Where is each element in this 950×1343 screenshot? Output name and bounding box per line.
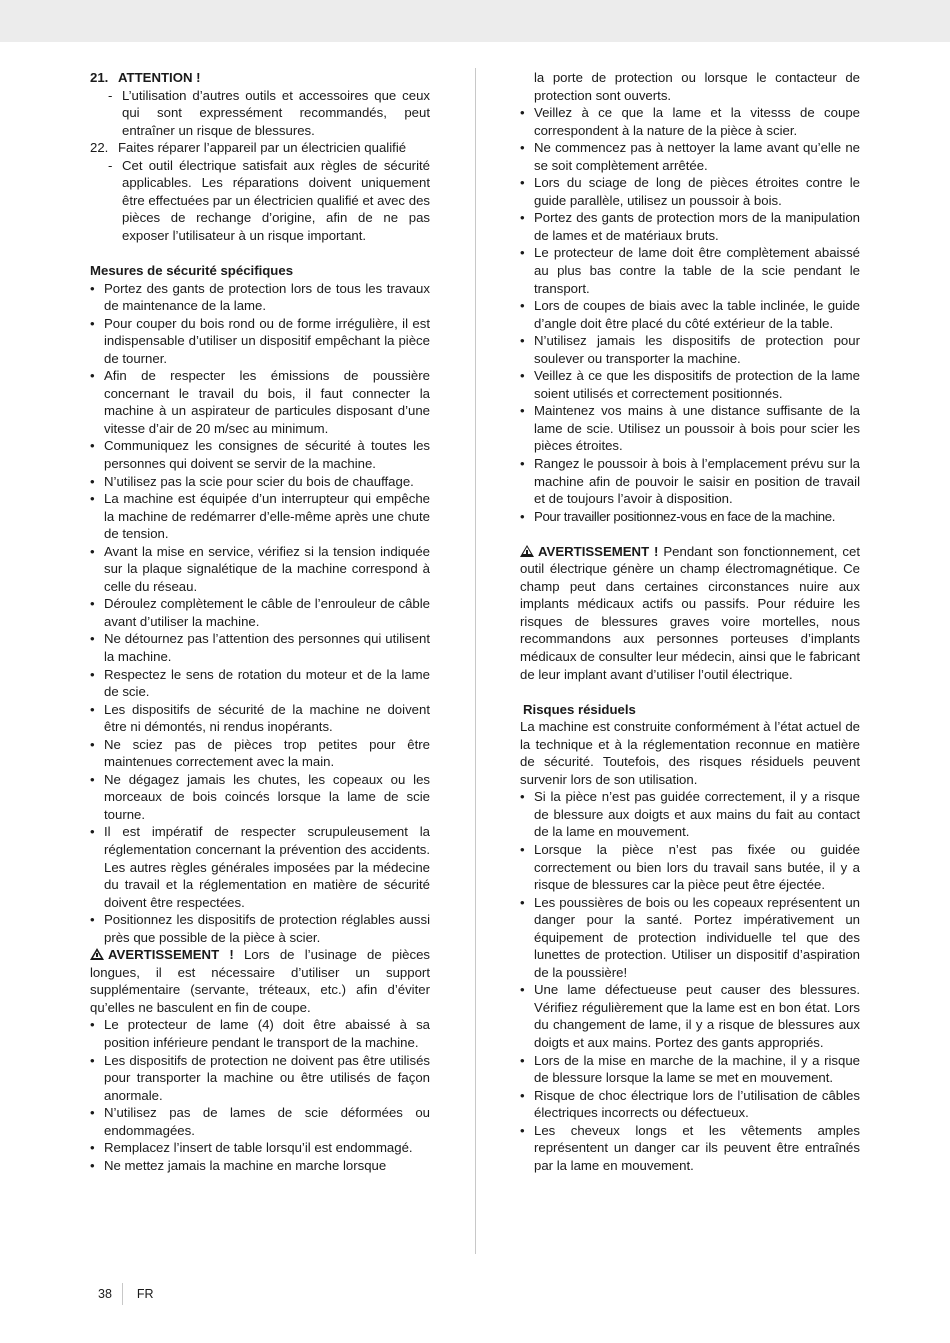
bullet-list [90,280,430,947]
left-column [90,69,430,1174]
top-band [0,0,950,42]
warning-triangle-icon [520,545,534,557]
bullet-list [520,788,860,1174]
section-heading-residual-risks: Risques résiduels [523,701,636,717]
continued-text: la porte de protection ou lorsque le contacteur de protection sont ouverts. [534,70,860,103]
list-item: • Risque de choc électrique lors de l’utilisation de câbles électriques incorrects ou défectueux. [520,1087,860,1121]
list-item: • Remplacez l’insert de table lorsqu’il est endommagé. [90,1140,413,1156]
list-item: • Ne commencez pas à nettoyer la lame avant qu’elle ne se soit complètement arrêtée. [520,140,860,173]
dash-text: Cet outil électrique satisfait aux règles de sécurité applicables. Les réparations doivent uniquement être effectuées par un électricien qualifié et avec des pièces de rechange d’origine, afin de ne pas exposer l’utilisateur à un risque important. [122,157,430,243]
item-number: 22. [90,140,109,156]
warning-triangle-icon [90,948,104,960]
bullet-list [520,104,860,525]
list-item: • La machine est équipée d’un interrupteur qui empêche la machine de redémarrer d’elle-même après une chute de tension. [90,491,430,542]
list-item: • Une lame défectueuse peut causer des blessures. Vérifiez régulièrement que la lame est en bon état. Lors du changement de lame, il y a risque de blessures aux doigts et aux mains. Portez des gants appropriés. [520,982,860,1050]
list-item: • Respectez le sens de rotation du moteur et de la lame de scie. [90,666,430,700]
list-item: • Les dispositifs de sécurité de la machine ne doivent être ni démontés, ni rendus inopérants. [90,701,430,735]
numbered-item-22 [90,139,430,157]
list-item: • Le protecteur de lame (4) doit être abaissé à sa position inférieure pendant le transport de la machine. [90,1017,430,1051]
column-divider [475,68,476,1254]
dash-item [90,157,430,245]
item-title: Faites réparer l’appareil par un électricien qualifié [118,140,407,156]
list-item: • Pour couper du bois rond ou de forme irrégulière, il est indispensable d’utiliser un dispositif empêchant la pièce de tourner. [90,315,430,366]
list-item: • Ne sciez pas de pièces trop petites pour être maintenues correctement avec la main. [90,736,430,770]
list-item: • Veillez à ce que les dispositifs de protection de la lame soient utilisés et correctement positionnés. [520,368,860,401]
language-code: FR [136,1287,154,1301]
bullet-list [90,1016,430,1174]
list-item: • Les dispositifs de protection ne doivent pas être utilisés pour transporter la machine ou être utilisés de façon anormale. [90,1052,430,1103]
list-item: • Lorsque la pièce n’est pas fixée ou guidée correctement ou bien lors du travail sans butée, il y a risque de blessures car la pièce peut être éjectée. [520,841,860,893]
list-item: • Ne mettez jamais la machine en marche lorsque [90,1157,387,1173]
list-item: • Lors de la mise en marche de la machine, il y a risque de blessure lorsque la lame se met en mouvement. [520,1052,860,1086]
list-item: • Les poussières de bois ou les copeaux représentent un danger pour la santé. Portez impérativement un équipement de protection individuelle tel que des lunettes de protection. Utiliser un dispositif d’aspiration de la poussière! [520,894,860,980]
numbered-item-21 [90,69,430,87]
list-item: • Positionnez les dispositifs de protection réglables aussi près que possible de la pièce à scier. [90,912,430,945]
list-item: • N’utilisez pas de lames de scie déformées ou endommagées. [90,1105,430,1138]
dash-marker: - [108,157,113,173]
footer-separator [122,1283,123,1305]
list-item: • Ne dégagez jamais les chutes, les copeaux ou les morceaux de bois coincés lorsque la lame de scie tourne. [90,771,430,822]
list-item: • Rangez le poussoir à bois à l’emplacement prévu sur la machine afin de pouvoir le saisir en position de travail et de toujours l’avoir à disposition. [520,456,860,507]
dash-item [90,87,430,140]
list-item: • Il est impératif de respecter scrupuleusement la réglementation concernant la prévention des accidents. Les autres règles générales imposées par la médecine du travail et la réglementation en matière de sécurité doivent être respectées. [90,824,430,910]
list-item: • Veillez à ce que la lame et la vitesss de coupe correspondent à la nature de la pièce à scier. [520,105,860,138]
list-item: • Le protecteur de lame doit être complètement abaissé au plus bas contre la table de la scie pendant le transport. [520,245,860,296]
list-item: • Maintenez vos mains à une distance suffisante de la lame de scie. Utilisez un poussoir à bois pour scier les pièces étroites. [520,403,860,454]
list-item: • Portez des gants de protection lors de tous les travaux de maintenance de la lame. [90,280,430,314]
list-item: • N’utilisez jamais les dispositifs de protection pour soulever ou transporter la machine. [520,333,860,366]
list-item: • Les cheveux longs et les vêtements amples représentent un danger car ils peuvent être entraînés par la lame en mouvement. [520,1122,860,1173]
residual-intro: La machine est construite conformément à l’état actuel de la technique et à la réglementation reconnue en matière de sécurité. Toutefois, des risques résiduels peuvent survenir lors de son utilisation. [520,719,860,787]
list-item: • Afin de respecter les émissions de poussière concernant le travail du bois, il faut connecter la machine à un aspirateur de particules disposant d’une vitesse d’air de 20 m/sec au minimum. [90,368,430,436]
section-heading-specific-measures: Mesures de sécurité spécifiques [90,262,294,278]
warning-label: AVERTISSEMENT ! [538,543,659,559]
list-item: • Si la pièce n’est pas guidée correctement, il y a risque de blessure aux doigts et aux mains du fait au contact de la lame en mouvement. [520,789,860,840]
warning-label: AVERTISSEMENT ! [108,947,234,963]
warning-text: Pendant son fonctionnement, cet outil électrique génère un champ électromagnétique. Ce champ peut dans certaines circonstances nuire aux implants médicaux actifs ou passifs. Pour réduire les risques de blessures graves voire mortelles, nous recommandons aux personnes porteuses d’implants médicaux de consulter leur médecin, ainsi que le fabricant de leur implant avant d’utiliser l’outil électrique. [520,543,860,682]
list-item: • Portez des gants de protection mors de la manipulation de lames et de matériaux bruts. [520,210,860,243]
list-item: • Déroulez complètement le câble de l’enrouleur de câble avant d’utiliser la machine. [90,596,430,629]
page-number: 38 [98,1287,112,1301]
list-item: • N’utilisez pas la scie pour scier du bois de chauffage. [90,473,414,489]
warning-paragraph [520,543,860,683]
list-item: • Communiquez les consignes de sécurité à toutes les personnes qui doivent se servir de la machine. [90,438,430,471]
right-column [520,69,860,1174]
page-footer [98,1283,154,1305]
warning-text: Lors de l’usinage de pièces longues, il est nécessaire d’utiliser un support supplémentaire (servante, tréteaux, etc.) afin d’éviter qu’elles ne basculent en fin de coupe. [90,947,430,1015]
item-number: 21. [90,70,109,85]
list-item: • Avant la mise en service, vérifiez si la tension indiquée sur la plaque signalétique de la machine correspond à celle du réseau. [90,543,430,594]
list-item: • Lors du sciage de long de pièces étroites contre le guide parallèle, utilisez un poussoir à bois. [520,175,860,208]
dash-text: L’utilisation d’autres outils et accessoires que ceux qui sont expressément recommandés, peut entraîner un risque de blessures. [122,87,430,138]
item-title: ATTENTION ! [118,70,201,85]
list-item: • Ne détournez pas l’attention des personnes qui utilisent la machine. [90,631,430,664]
warning-paragraph [90,946,430,1016]
dash-marker: - [108,87,113,103]
list-item: • Lors de coupes de biais avec la table inclinée, le guide d’angle doit être placé du côté extérieur de la table. [520,298,860,331]
list-item: • Pour travailler positionnez-vous en face de la machine. [520,508,836,524]
